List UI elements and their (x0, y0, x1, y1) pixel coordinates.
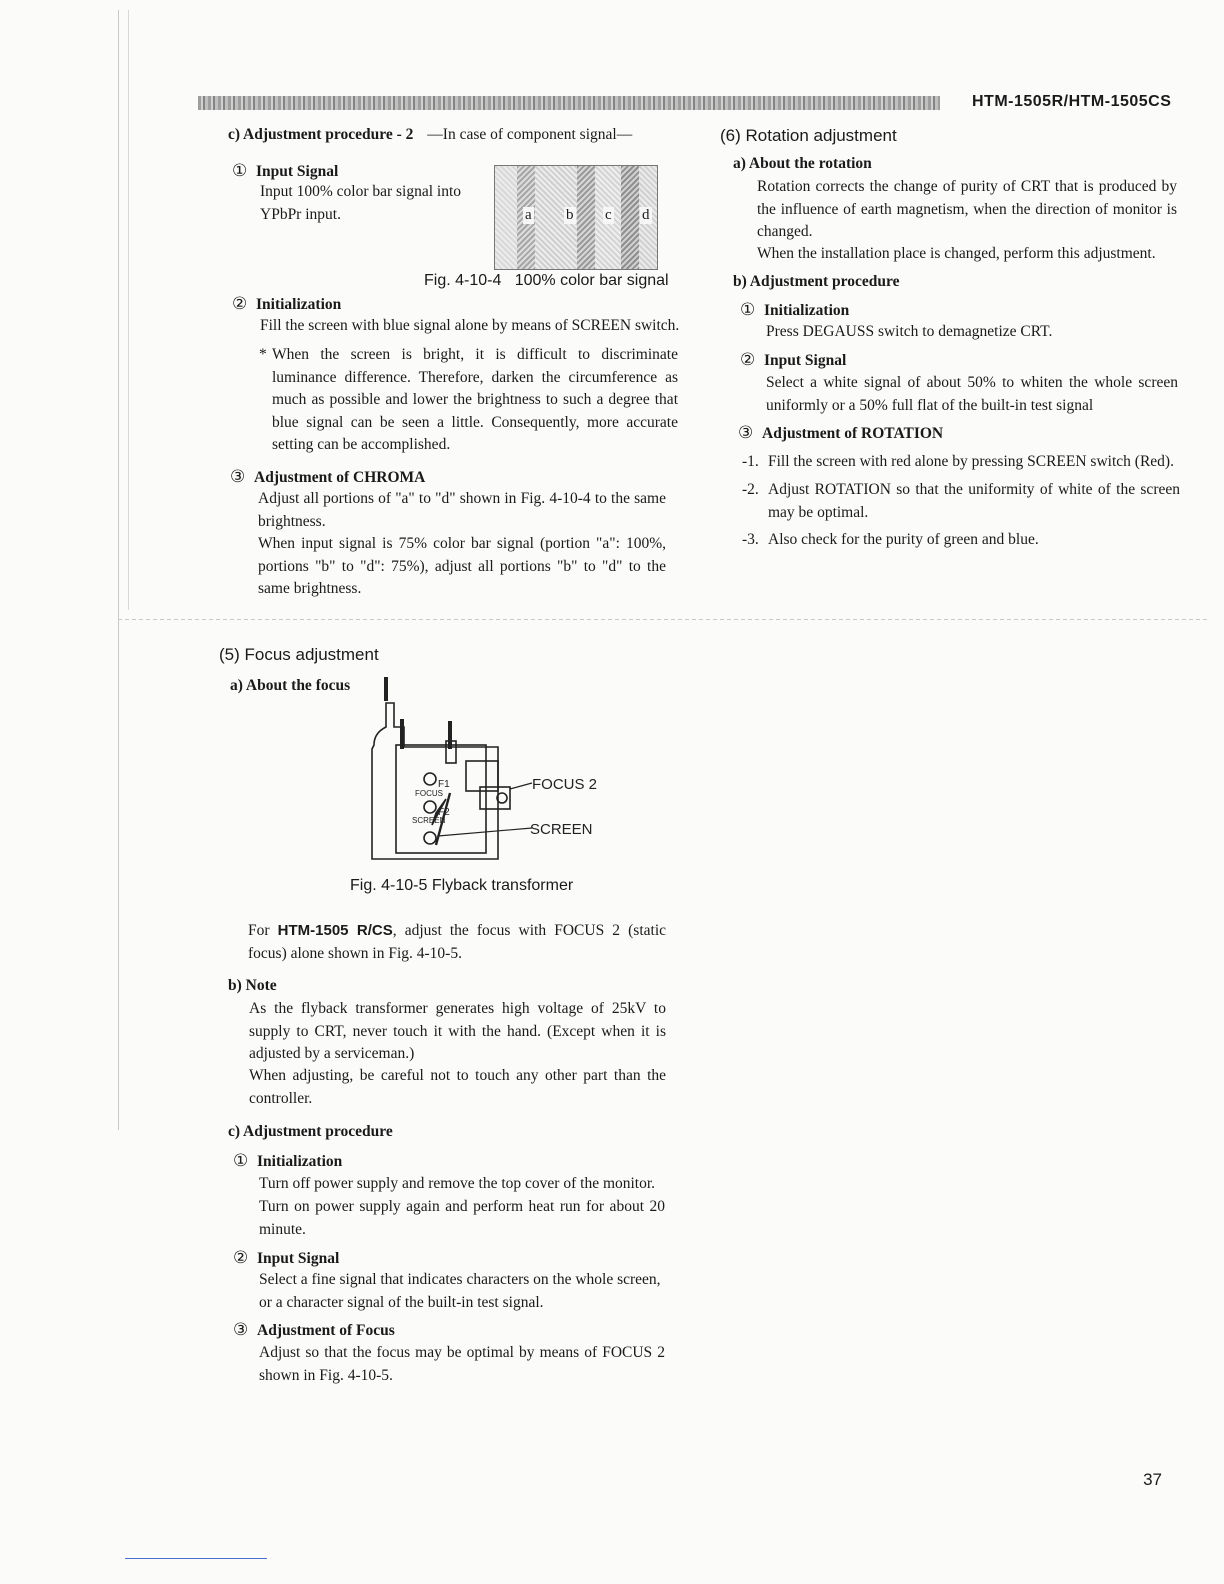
rotation-step-adjust (738, 423, 943, 443)
step-title: Input Signal (764, 352, 847, 369)
rotation-procedure-title: b) Adjustment procedure (733, 273, 900, 290)
step-number: ① (740, 300, 756, 319)
footer-line (125, 1558, 267, 1559)
rotation-input-signal-text: Select a white signal of about 50% to whiten the whole screen uniformly or a 50% full flat of the built-in test signal (766, 374, 1178, 414)
about-rotation-para-1: Rotation corrects the change of purity of CRT that is produced by the influence of earth magnetism, when the direction of monitor is changed. (757, 178, 1177, 240)
f1-knob (424, 773, 436, 785)
color-bar-a (495, 166, 517, 269)
screen-label: SCREEN (530, 821, 593, 838)
step-title: Adjustment of CHROMA (254, 469, 426, 486)
step-number: ② (740, 350, 756, 369)
focus2-pointer (510, 783, 532, 789)
focus-init-line-2: Turn on power supply again and perform heat run for about 20 minute. (259, 1198, 665, 1238)
substep-number: -3. (742, 531, 759, 548)
para-pre: For (248, 922, 270, 939)
color-bar-divider (577, 166, 595, 269)
substep-text: Also check for the purity of green and blue. (768, 531, 1039, 548)
substep-text: Fill the screen with red alone by pressing SCREEN switch (Red). (768, 453, 1174, 470)
header-band (198, 96, 940, 110)
focus-small-label: FOCUS (415, 789, 443, 798)
procedure-2-title-bold: c) Adjustment procedure - 2 (228, 126, 414, 143)
rotation-step-input-signal (740, 350, 846, 370)
step-number: ① (232, 161, 248, 180)
procedure-2-title (228, 126, 688, 144)
model-name: HTM-1505 R/CS (277, 922, 393, 939)
chroma-para-2: When input signal is 75% color bar signal (portion "a": 100%, portions "b" to "d": 75%), adjust all portions "b" to "d" to the same brightness. (258, 535, 666, 597)
rotation-substep-1 (742, 451, 1182, 474)
margin-scan-line (118, 10, 119, 1130)
focus-step-input-signal (233, 1248, 339, 1268)
about-focus-title: a) About the focus (230, 677, 351, 694)
color-bar-divider (621, 166, 639, 269)
step-title: Initialization (764, 302, 850, 319)
color-bar-label-a: a (525, 207, 532, 223)
step-title: Adjustment of ROTATION (762, 425, 944, 442)
step-adjust-chroma (230, 467, 425, 487)
step-number: ① (233, 1151, 249, 1170)
note-title: b) Note (228, 977, 277, 994)
screen-small-label: SCREEN (412, 816, 446, 825)
rotation-substep-3 (742, 529, 1182, 552)
page-number: 37 (1143, 1470, 1162, 1489)
rotation-heading: (6) Rotation adjustment (720, 126, 897, 145)
section-divider (118, 619, 1208, 620)
about-rotation-title: a) About the rotation (733, 155, 872, 172)
initialization-text: Fill the screen with blue signal alone by means of SCREEN switch. (260, 317, 680, 334)
focus-heading: (5) Focus adjustment (219, 645, 379, 664)
procedure-2-title-rest: —In case of component signal— (427, 126, 633, 143)
substep-text: Adjust ROTATION so that the uniformity of white of the screen may be optimal. (768, 481, 1180, 521)
flyback-transformer-figure (360, 675, 640, 870)
step-title: Adjustment of Focus (257, 1322, 395, 1339)
step-title: Input Signal (256, 163, 339, 180)
screen-pointer (438, 828, 532, 836)
text-line: Input 100% color bar signal into (260, 183, 462, 200)
about-rotation-para-2: When the installation place is changed, perform this adjustment. (757, 245, 1156, 262)
focus-intro-para (248, 920, 666, 965)
rotation-substep-2 (742, 479, 1182, 524)
focus-step-adjust (233, 1320, 395, 1340)
input-signal-text (260, 181, 490, 226)
note-para-2: When adjusting, be careful not to touch any other part than the controller. (249, 1067, 666, 1107)
rotation-step-initialization (740, 300, 849, 320)
text-line: YPbPr input. (260, 205, 341, 223)
focus-step-initialization (233, 1151, 342, 1171)
substep-number: -2. (742, 481, 759, 498)
f2-label: F2 (438, 807, 450, 818)
step-title: Initialization (256, 296, 342, 313)
fig-4-10-5-caption: Fig. 4-10-5 Flyback transformer (350, 877, 574, 894)
step-title: Input Signal (257, 1250, 340, 1267)
step-title: Initialization (257, 1153, 343, 1170)
focus-input-signal-text: Select a fine signal that indicates characters on the whole screen, or a character signal of the built-in test signal. (259, 1271, 661, 1311)
note-para-1: As the flyback transformer generates high voltage of 25kV to supply to CRT, never touch it with the hand. (Except when it is adjusted by a serviceman.) (249, 1000, 666, 1062)
para-post: , adjust the focus with FOCUS 2 (static focus) alone shown in Fig. 4-10-5. (248, 922, 667, 962)
model-title: HTM-1505R/HTM-1505CS (972, 93, 1172, 110)
color-bar-label-c: c (605, 207, 612, 223)
color-bar-figure (494, 165, 658, 270)
chroma-para-1: Adjust all portions of "a" to "d" shown in Fig. 4-10-4 to the same brightness. (258, 490, 666, 530)
step-number: ③ (738, 423, 754, 442)
focus-adjust-text: Adjust so that the focus may be optimal by means of FOCUS 2 shown in Fig. 4-10-5. (259, 1344, 665, 1384)
focus-init-line-1: Turn off power supply and remove the top cover of the monitor. (259, 1175, 656, 1192)
substep-number: -1. (742, 453, 759, 470)
step-number: ② (233, 1248, 249, 1267)
screen-knob (424, 832, 436, 844)
step-number: ③ (230, 467, 246, 486)
initialization-note: When the screen is bright, it is difficult to discriminate luminance difference. Therefore, darken the circumference as much as possible and lower the brightness to such a degree that blue signal can be seen a little. Consequently, more accurate setting can be accomplished. (272, 346, 678, 453)
rotation-initialization-text: Press DEGAUSS switch to demagnetize CRT. (766, 323, 1053, 340)
step-input-signal (232, 161, 338, 181)
step-number: ③ (233, 1320, 249, 1339)
focus-procedure-title: c) Adjustment procedure (228, 1123, 393, 1140)
color-bar-label-b: b (566, 207, 574, 223)
step-initialization (232, 294, 341, 314)
step-number: ② (232, 294, 248, 313)
focus2-label: FOCUS 2 (532, 776, 598, 793)
asterisk: * (259, 346, 267, 363)
margin-scan-line (128, 10, 129, 610)
f1-label: F1 (438, 779, 450, 790)
f2-knob (424, 801, 436, 813)
color-bar-label-d: d (642, 207, 650, 223)
fig-4-10-4-caption: Fig. 4-10-4 100% color bar signal (424, 272, 669, 289)
